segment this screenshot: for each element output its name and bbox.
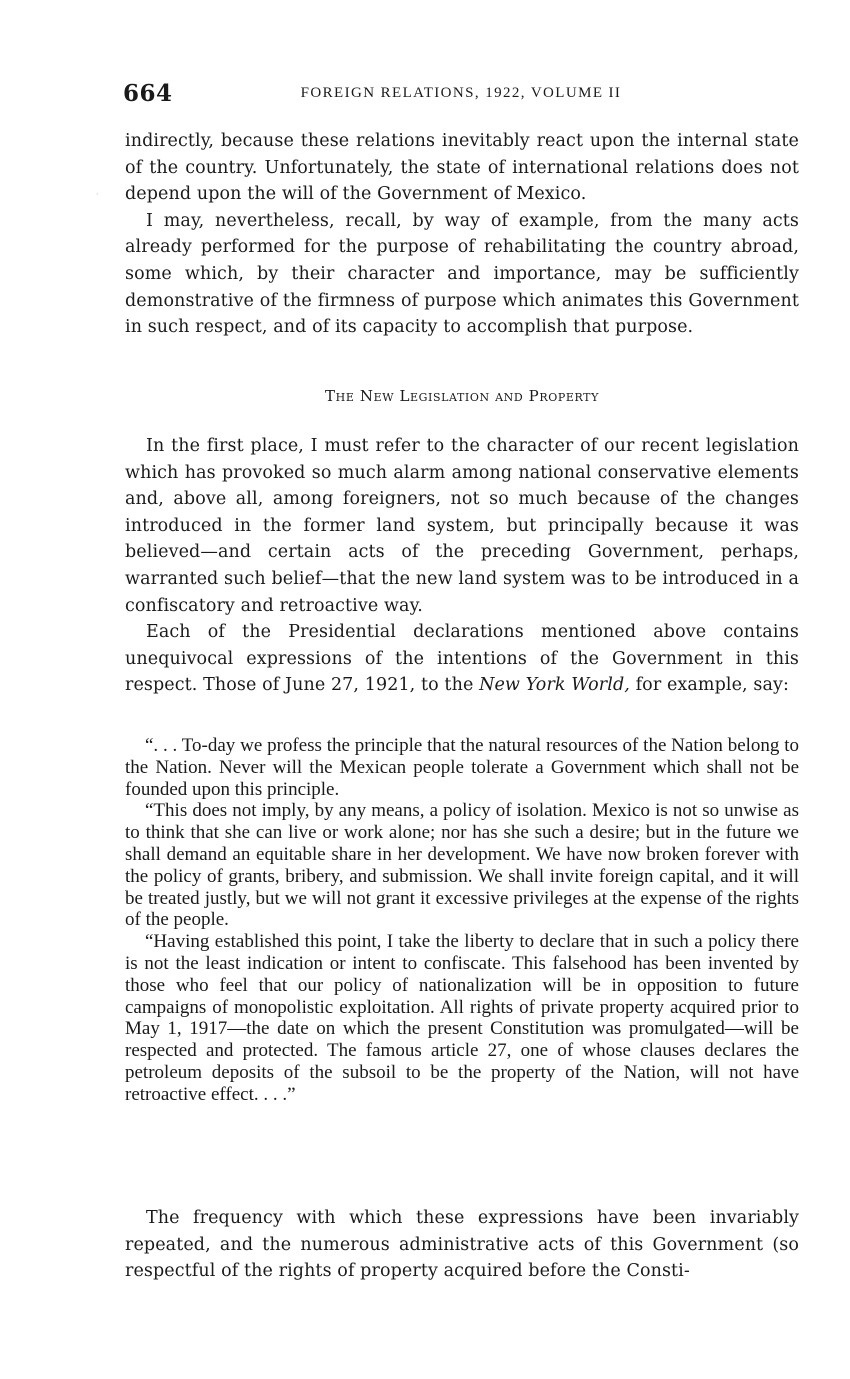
block-quote: [125, 735, 799, 1106]
page-header: [123, 80, 799, 110]
paragraph-text: for example, say:: [629, 675, 789, 696]
paragraph: The frequency with which these expressions have been invariably repeated, and the numerous administrative acts of this Government (so respectful of the rights of property acquired before the Consti-: [125, 1208, 799, 1282]
paragraph: indirectly, because these relations inevitably react upon the internal state of the country. Unfortunately, the state of international relations does not depend upon the will of the Government of Mexico.: [125, 131, 799, 205]
section-heading: The New Legislation and Property: [325, 387, 599, 405]
quote-paragraph: “Having established this point, I take the liberty to declare that in such a policy there is not the least indication or intent to confiscate. This falsehood has been invented by those who feel that our policy of nationalization will be in opposition to future campaigns of monopolistic exploitation. All rights of private property acquired prior to May 1, 1917—the date on which the present Constitution was promulgated—will be respected and protected. The famous article 27, one of whose clauses declares the petroleum deposits of the subsoil to be the property of the Nation, will not have retroactive effect. . . .”: [125, 931, 799, 1105]
paragraph: [125, 619, 799, 699]
body-text-middle: [125, 433, 799, 699]
body-text-top: [125, 128, 799, 341]
page-number: 664: [123, 80, 173, 107]
quote-paragraph: “. . . To-day we profess the principle that the natural resources of the Nation belong to the Nation. Never will the Mexican people tolerate a Government which shall not be founded upon this principle.: [125, 735, 799, 800]
body-text-bottom: [125, 1205, 799, 1285]
scan-speck: ·: [96, 190, 99, 199]
paragraph: I may, nevertheless, recall, by way of example, from the many acts already performed for the purpose of rehabilitating the country abroad, some which, by their character and importance, may be sufficiently demonstrative of the firmness of purpose which animates this Government in such respect, and of its capacity to accomplish that purpose.: [125, 210, 799, 338]
paragraph-text: Each of the Presidential declarations mentioned above contains unequivocal expressions of the intentions of the Government in this respect. Those of June 27, 1921, to the: [125, 622, 799, 696]
paragraph: In the first place, I must refer to the character of our recent legislation which has provoked so much alarm among national conservative elements and, above all, among foreigners, not so much because of the changes introduced in the former land system, but principally because it was believed—and certain acts of the preceding Government, perhaps, warranted such belief—that the new land system was to be introduced in a confiscatory and retroactive way.: [125, 436, 799, 616]
running-head: FOREIGN RELATIONS, 1922, VOLUME II: [300, 85, 622, 101]
newspaper-title: New York World,: [479, 675, 630, 696]
quote-paragraph: “This does not imply, by any means, a policy of isolation. Mexico is not so unwise as to think that she can live or work alone; nor has she such a desire; but in the future we shall demand an equitable share in her development. We have now broken forever with the policy of grants, bribery, and submission. We shall invite foreign capital, and it will be treated justly, but we will not grant it excessive privileges at the expense of the rights of the people.: [125, 800, 799, 931]
